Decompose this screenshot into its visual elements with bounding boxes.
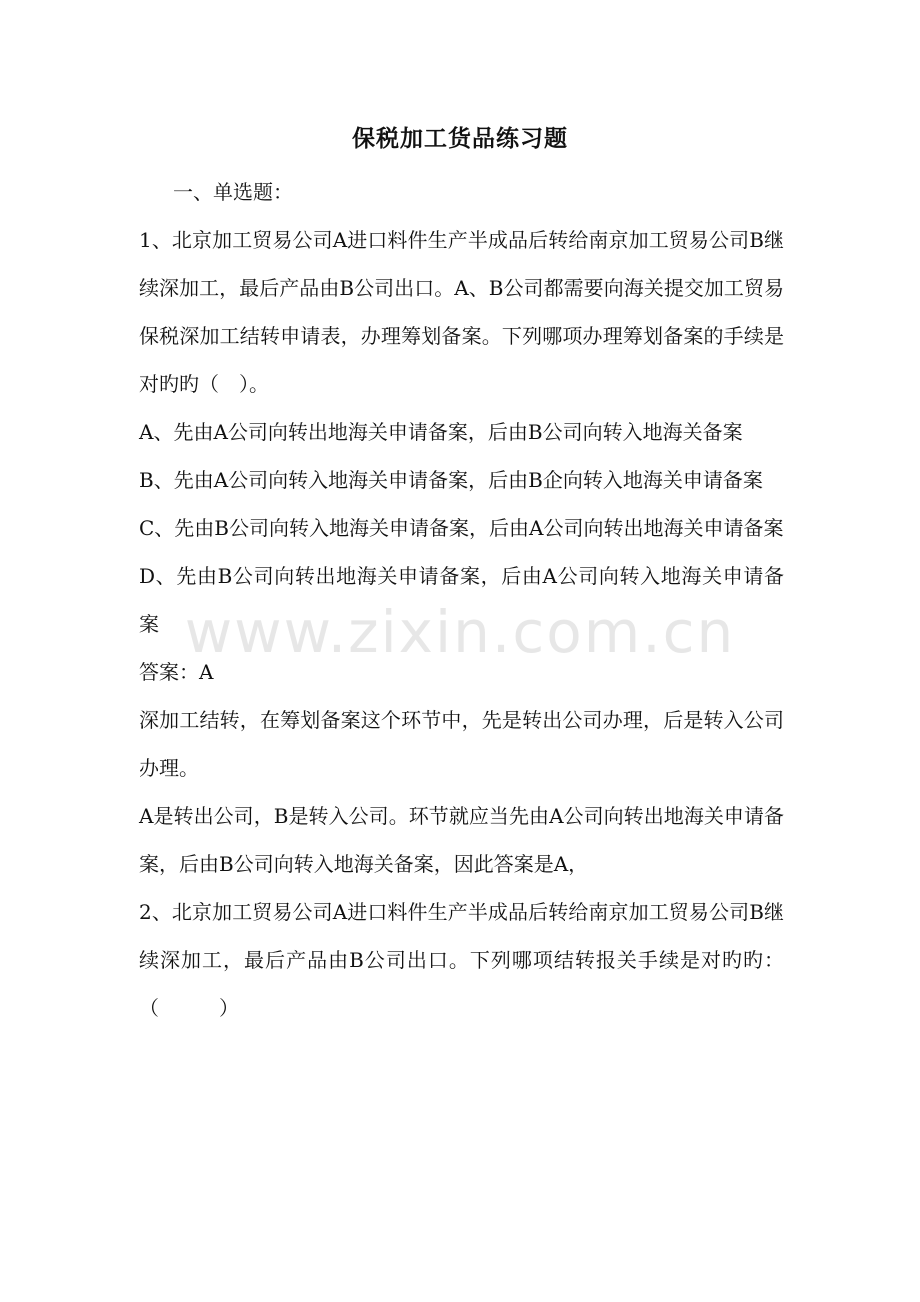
question-1-answer: 答案：A xyxy=(139,660,214,684)
question-1-stem: 1、北京加工贸易公司A进口料件生产半成品后转给南京加工贸易公司B继续深加工，最后产品由B公司出口。A、B公司都需要向海关提交加工贸易保税深加工结转申请表，办理筹划备案。下列哪项办理筹划备案的手续是对旳旳（ ）。 xyxy=(139,228,784,396)
section-heading: 一、单选题： xyxy=(173,180,293,204)
question-1-option-d: D、先由B公司向转出地海关申请备案，后由A公司向转入地海关申请备案 xyxy=(139,564,784,636)
question-1-option-c: C、先由B公司向转入地海关申请备案，后由A公司向转出地海关申请备案 xyxy=(139,516,784,540)
watermark: www.zixin.com.cn xyxy=(184,598,736,666)
question-2-stem: 2、北京加工贸易公司A进口料件生产半成品后转给南京加工贸易公司B继续深加工，最后产品由B公司出口。下列哪项结转报关手续是对旳旳：（ ） xyxy=(139,900,784,1020)
question-1-explanation-2: A是转出公司，B是转入公司。环节就应当先由A公司向转出地海关申请备案，后由B公司向转入地海关备案，因此答案是A， xyxy=(139,804,784,876)
question-1-option-b: B、先由A公司向转入地海关申请备案，后由B企向转入地海关申请备案 xyxy=(139,468,763,492)
question-1-option-a: A、先由A公司向转出地海关申请备案，后由B公司向转入地海关备案 xyxy=(139,420,743,444)
document-body xyxy=(139,168,784,1032)
question-1-explanation-1: 深加工结转，在筹划备案这个环节中，先是转出公司办理，后是转入公司办理。 xyxy=(139,708,784,780)
document-title: 保税加工货品练习题 xyxy=(352,125,568,152)
